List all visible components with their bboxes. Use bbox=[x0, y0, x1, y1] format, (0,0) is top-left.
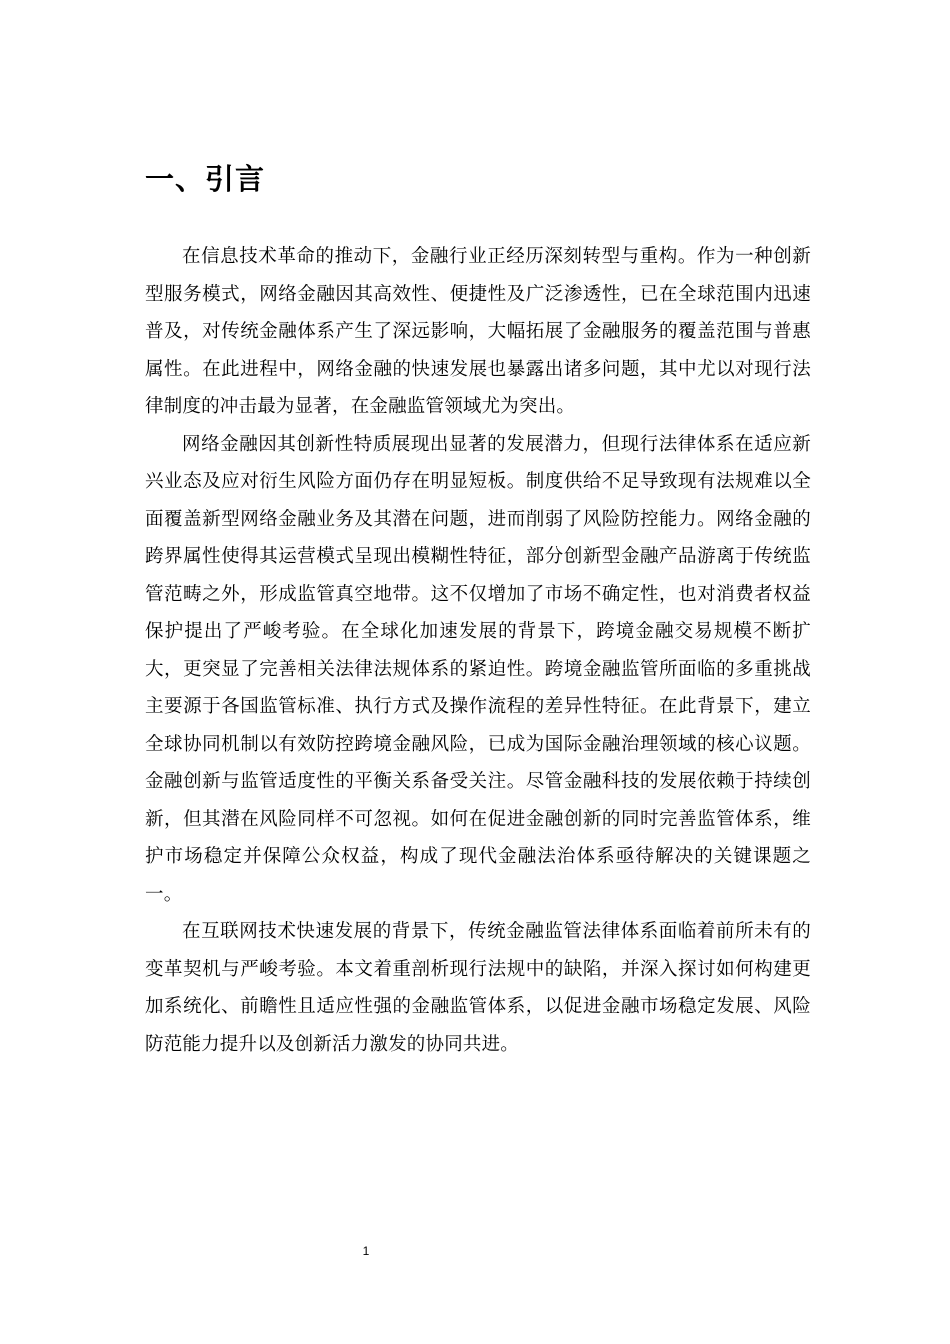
body-text bbox=[145, 238, 811, 1063]
page-number: 1 bbox=[362, 1244, 370, 1258]
paragraph-2: 网络金融因其创新性特质展现出显著的发展潜力，但现行法律体系在适应新兴业态及应对衍生风险方面仍存在明显短板。制度供给不足导致现有法规难以全面覆盖新型网络金融业务及其潜在问题，进而削弱了风险防控能力。网络金融的跨界属性使得其运营模式呈现出模糊性特征，部分创新型金融产品游离于传统监管范畴之外，形成监管真空地带。这不仅增加了市场不确定性，也对消费者权益保护提出了严峻考验。在全球化加速发展的背景下，跨境金融交易规模不断扩大，更突显了完善相关法律法规体系的紧迫性。跨境金融监管所面临的多重挑战主要源于各国监管标准、执行方式及操作流程的差异性特征。在此背景下，建立全球协同机制以有效防控跨境金融风险，已成为国际金融治理领域的核心议题。金融创新与监管适度性的平衡关系备受关注。尽管金融科技的发展依赖于持续创新，但其潜在风险同样不可忽视。如何在促进金融创新的同时完善监管体系，维护市场稳定并保障公众权益，构成了现代金融法治体系亟待解决的关键课题之一。 bbox=[145, 433, 811, 905]
paragraph-3: 在互联网技术快速发展的背景下，传统金融监管法律体系面临着前所未有的变革契机与严峻考验。本文着重剖析现行法规中的缺陷，并深入探讨如何构建更加系统化、前瞻性且适应性强的金融监管体系，以促进金融市场稳定发展、风险防范能力提升以及创新活力激发的协同共进。 bbox=[145, 921, 811, 1055]
section-heading: 一、引言 bbox=[145, 162, 266, 196]
paragraph-1: 在信息技术革命的推动下，金融行业正经历深刻转型与重构。作为一种创新型服务模式，网络金融因其高效性、便捷性及广泛渗透性，已在全球范围内迅速普及，对传统金融体系产生了深远影响，大幅拓展了金融服务的覆盖范围与普惠属性。在此进程中，网络金融的快速发展也暴露出诸多问题，其中尤以对现行法律制度的冲击最为显著，在金融监管领域尤为突出。 bbox=[145, 246, 811, 417]
